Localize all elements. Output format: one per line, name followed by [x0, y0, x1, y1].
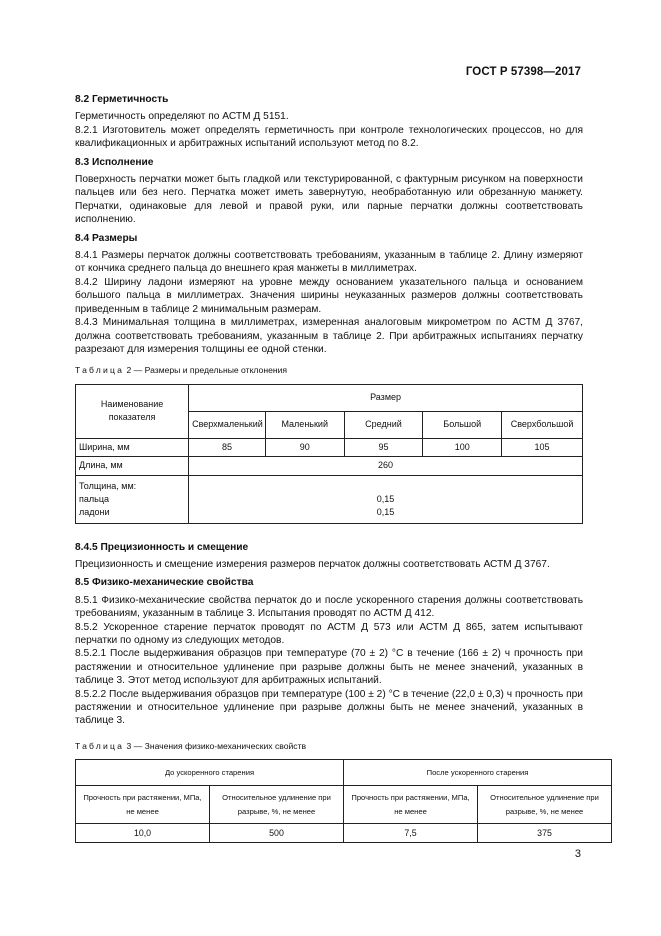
finger-value: 0,15 — [376, 493, 395, 504]
document-body — [75, 92, 599, 843]
header-elongation: Относительное удлинение при разрыве, %, не менее — [478, 786, 612, 824]
thickness-label: Толщина, мм: — [79, 480, 137, 491]
section-title: 8.2 Герметичность — [75, 94, 169, 105]
size-header: Большой — [423, 411, 502, 438]
cell-value — [189, 475, 583, 523]
paragraph: Прецизионность и смещение измерения размеров перчаток должны соответствовать АСТМ Д 3767. — [75, 558, 550, 570]
row-label: Длина, мм — [76, 457, 189, 475]
header-indicator: Наименование показателя — [76, 384, 189, 438]
cell-value: 7,5 — [344, 824, 478, 843]
properties-table — [75, 759, 612, 843]
header-strength: Прочность при растяжении, МПа, не менее — [344, 786, 478, 824]
cell-value: 10,0 — [76, 824, 210, 843]
cell-value: 260 — [189, 457, 583, 475]
header-strength: Прочность при растяжении, МПа, не менее — [76, 786, 210, 824]
page-number: 3 — [574, 848, 581, 860]
paragraph: Герметичность определяют по АСТМ Д 5151. — [75, 111, 289, 123]
section-title: 8.3 Исполнение — [75, 156, 154, 168]
header-size: Размер — [189, 384, 583, 411]
cell-value: 85 — [189, 438, 266, 456]
header-before: До ускоренного старения — [76, 760, 344, 786]
section-title: 8.4 Размеры — [75, 232, 138, 244]
table-caption: Таблица 3 — Значения физико-механических свойств — [75, 740, 307, 751]
palm-value: 0,15 — [376, 506, 395, 517]
size-header: Сверхбольшой — [502, 411, 583, 438]
paragraph: 8.4.1 Размеры перчаток должны соответствовать требованиям, указанным в таблице 2. Длину измеряют от кончика среднего пальца до внешнего края манжеты в миллиметрах. — [75, 250, 583, 275]
paragraph: 8.5.2.1 После выдерживания образцов при температуре (70 ± 2) °С в течение (166 ± 2) ч прочность при растяжении и относительное удлинение при разрыве должны быть не менее значений, указанных в таблице 3. Этот метод используют для арбитражных испытаний. — [75, 648, 583, 687]
section-title: 8.4.5 Прецизионность и смещение — [75, 541, 249, 553]
document-id: ГОСТ Р 57398—2017 — [465, 66, 581, 78]
row-label: Ширина, мм — [76, 438, 189, 456]
paragraph: 8.5.2.2 После выдерживания образцов при температуре (100 ± 2) °С в течение (22,0 ± 0,3) ч прочность при растяжении и относительное удлинение при разрыве должны быть не менее значений, указанных в таблице 3. — [75, 688, 583, 727]
cell-value: 500 — [210, 824, 344, 843]
size-header: Маленький — [265, 411, 344, 438]
paragraph: Поверхность перчатки может быть гладкой или текстурированной, с фактурным рисунком на поверхности пальцев или без него. Перчатка может иметь завернутую, необработанную или обрезанную манжету. Перчатки, одинаковые для левой и правой руки, или парные перчатки должны соответствовать исполнению. — [75, 174, 583, 226]
row-label — [76, 475, 189, 523]
paragraph: 8.2.1 Изготовитель может определять герметичность при контроле технологических процессов, но для квалификационных и арбитражных испытаний используют метод по 8.2. — [75, 124, 583, 150]
paragraph: 8.4.3 Минимальная толщина в миллиметрах, измеренная аналоговым микрометром по АСТМ Д 3767, должна соответствовать требованиям, указанным в таблице 2. При арбитражных испытаниях перчатку разрезают для измерения толщины ее одной стенки. — [75, 317, 583, 355]
cell-value: 100 — [423, 438, 502, 456]
cell-value: 375 — [478, 824, 612, 843]
cell-value: 95 — [344, 438, 423, 456]
sizes-table — [75, 384, 583, 524]
header-elongation: Относительное удлинение при разрыве, %, не менее — [210, 786, 344, 824]
cell-value: 105 — [502, 438, 583, 456]
section-title: 8.5 Физико-механические свойства — [75, 577, 254, 589]
size-header: Сверхмаленький — [189, 411, 266, 438]
paragraph: 8.4.2 Ширину ладони измеряют на уровне между основанием указательного пальца и основанием большого пальца в миллиметрах. Значения ширины неуказанных размеров должны соответствовать приведенным в таблице 2 минимальным размерам. — [75, 276, 583, 315]
table-caption: Таблица 2 — Размеры и предельные отклонения — [75, 365, 288, 376]
header-after: После ускоренного старения — [344, 760, 612, 786]
paragraph: 8.5.2 Ускоренное старение перчаток проводят по АСТМ Д 573 или АСТМ Д 865, затем испытывают перчатки по одному из следующих методов. — [75, 621, 583, 646]
paragraph: 8.5.1 Физико-механические свойства перчаток до и после ускоренного старения должны соответствовать требованиям, указанным в таблице 3. Испытания проводят по АСТМ Д 412. — [75, 594, 583, 620]
palm-label: ладони — [79, 506, 110, 517]
cell-value: 90 — [265, 438, 344, 456]
size-header: Средний — [344, 411, 423, 438]
finger-label: пальца — [79, 493, 109, 504]
